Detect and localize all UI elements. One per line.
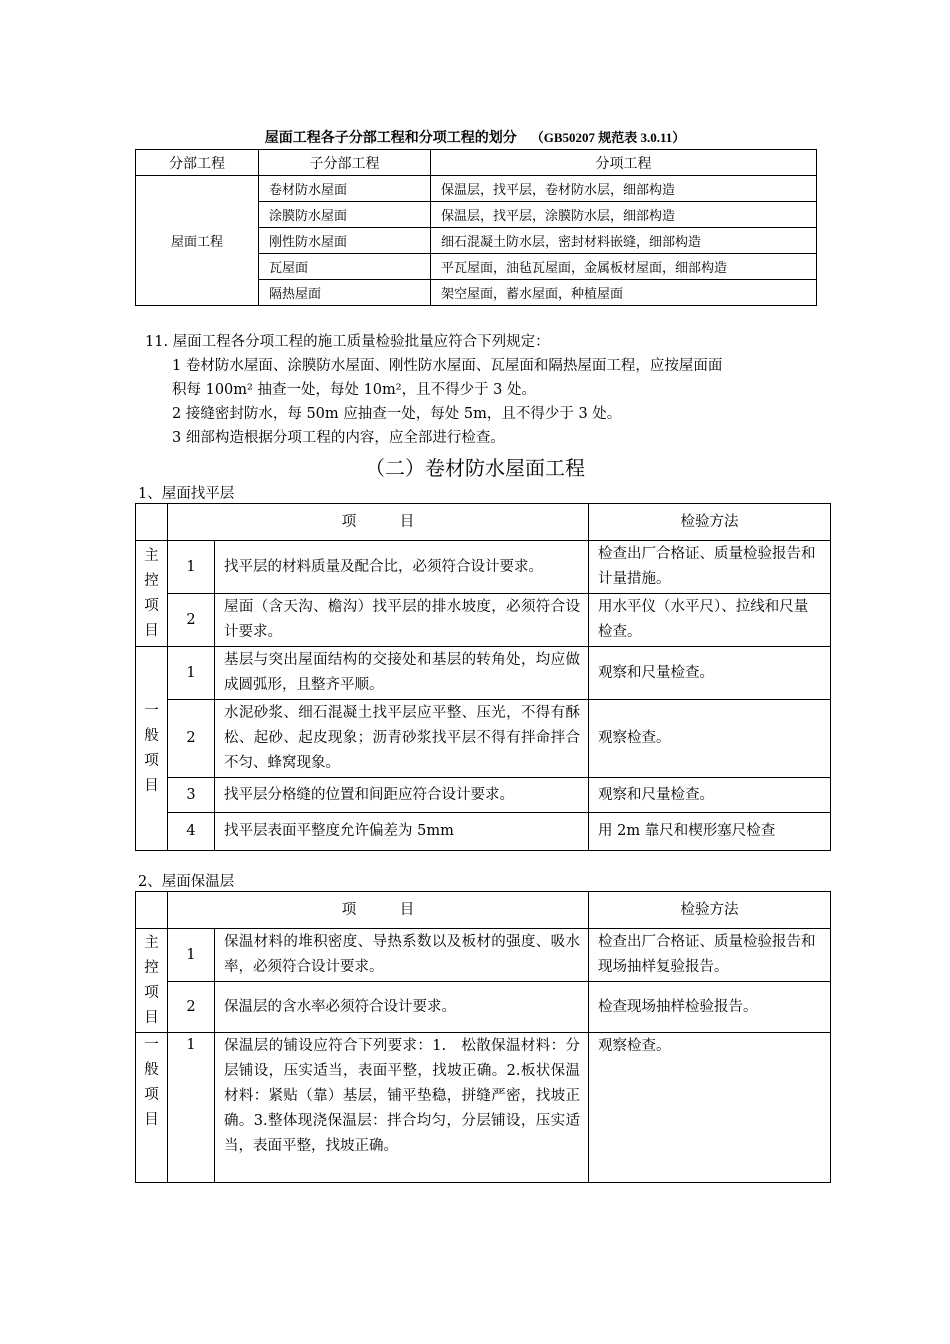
sub-item-cell: 保温层，找平层，卷材防水层，细部构造: [431, 176, 817, 202]
header-method: 检验方法: [589, 504, 831, 541]
item-method: 观察和尺量检查。: [589, 778, 831, 813]
item-method: 观察检查。: [589, 700, 831, 778]
leveling-table: [135, 503, 831, 851]
sub-division-header: 子分部工程: [259, 150, 431, 176]
item-text: 基层与突出屋面结构的交接处和基层的转角处，均应做成圆弧形，且整齐平顺。: [215, 647, 589, 700]
item-number: 4: [168, 813, 215, 851]
item-method: 观察和尺量检查。: [589, 647, 831, 700]
main-control-label: 主 控 项 目: [136, 929, 168, 1033]
sub-item-cell: 细石混凝土防水层，密封材料嵌缝，细部构造: [431, 228, 817, 254]
rule-11-item-1-line-1: 1 卷材防水屋面、涂膜防水屋面、刚性防水屋面、瓦屋面和隔热屋面工程，应按屋面面: [172, 358, 723, 374]
item-method: 用水平仪（水平尺）、拉线和尺量检查。: [589, 594, 831, 647]
insulation-title: 2、屋面保温层: [138, 874, 235, 890]
division-table-title: [0, 127, 950, 147]
item-method: 检查出厂合格证、质量检验报告和现场抽样复验报告。: [589, 929, 831, 982]
item-text: 找平层的材料质量及配合比，必须符合设计要求。: [215, 541, 589, 594]
item-text: 水泥砂浆、细石混凝土找平层应平整、压光，不得有酥松、起砂、起皮现象；沥青砂浆找平层不得有拌命拌合不匀、蜂窝现象。: [215, 700, 589, 778]
item-method: 检查出厂合格证、质量检验报告和计量措施。: [589, 541, 831, 594]
item-number: 3: [168, 778, 215, 813]
sub-item-cell: 保温层，找平层，涂膜防水层，细部构造: [431, 202, 817, 228]
item-number: 1: [168, 647, 215, 700]
general-item-label: 一 般 项 目: [136, 1033, 168, 1183]
item-text: 保温层的含水率必须符合设计要求。: [215, 982, 589, 1033]
item-text: 保温层的铺设应符合下列要求：1. 松散保温材料：分层铺设，压实适当，表面平整，找坡正确。2.板状保温材料：紧贴（靠）基层，铺平垫稳，拼缝严密，找坡正确。3.整体现浇保温层：拌合均匀，分层铺设，压实适当，表面平整，找坡正确。: [215, 1033, 589, 1183]
division-table-title-text: 屋面工程各子分部工程和分项工程的划分: [264, 130, 517, 146]
sub-item-header: 分项工程: [431, 150, 817, 176]
section-title: （二）卷材防水屋面工程: [365, 456, 585, 480]
item-number: 1: [168, 1033, 215, 1183]
sub-division-cell: 隔热屋面: [259, 280, 431, 306]
item-method: 观察检查。: [589, 1033, 831, 1183]
item-number: 2: [168, 700, 215, 778]
leveling-title: 1、屋面找平层: [138, 486, 235, 502]
item-text: 屋面（含天沟、檐沟）找平层的排水坡度，必须符合设计要求。: [215, 594, 589, 647]
rule-11-paragraph: [145, 330, 825, 450]
rule-11-item-3: 3 细部构造根据分项工程的内容，应全部进行检查。: [172, 430, 505, 446]
header-blank: [136, 892, 168, 929]
sub-division-cell: 刚性防水屋面: [259, 228, 431, 254]
item-text: 保温材料的堆积密度、导热系数以及板材的强度、吸水率，必须符合设计要求。: [215, 929, 589, 982]
item-text: 找平层表面平整度允许偏差为 5mm: [215, 813, 589, 851]
sub-division-cell: 涂膜防水屋面: [259, 202, 431, 228]
rule-11-item-1-line-2: 积每 100m² 抽查一处，每处 10m²，且不得少于 3 处。: [172, 382, 537, 398]
item-method: 检查现场抽样检验报告。: [589, 982, 831, 1033]
sub-item-cell: 平瓦屋面，油毡瓦屋面，金属板材屋面，细部构造: [431, 254, 817, 280]
header-item: 项 目: [168, 504, 589, 541]
item-number: 2: [168, 594, 215, 647]
sub-item-cell: 架空屋面，蓄水屋面，种植屋面: [431, 280, 817, 306]
item-text: 找平层分格缝的位置和间距应符合设计要求。: [215, 778, 589, 813]
sub-division-cell: 卷材防水屋面: [259, 176, 431, 202]
sub-division-cell: 瓦屋面: [259, 254, 431, 280]
item-method: 用 2m 靠尺和楔形塞尺检查: [589, 813, 831, 851]
division-table: [135, 149, 817, 306]
division-header: 分部工程: [136, 150, 259, 176]
header-method: 检验方法: [589, 892, 831, 929]
header-item: 项 目: [168, 892, 589, 929]
item-number: 1: [168, 929, 215, 982]
rule-11-item-2: 2 接缝密封防水，每 50m 应抽查一处，每处 5m，且不得少于 3 处。: [172, 406, 622, 422]
insulation-table: [135, 891, 831, 1183]
item-number: 1: [168, 541, 215, 594]
rule-11-heading: 11. 屋面工程各分项工程的施工质量检验批量应符合下列规定：: [145, 334, 550, 350]
division-table-reference: （GB50207 规范表 3.0.11）: [530, 130, 686, 145]
general-item-label: 一 般 项 目: [136, 647, 168, 851]
header-blank: [136, 504, 168, 541]
division-name: 屋面工程: [136, 176, 259, 306]
item-number: 2: [168, 982, 215, 1033]
main-control-label: 主 控 项 目: [136, 541, 168, 647]
